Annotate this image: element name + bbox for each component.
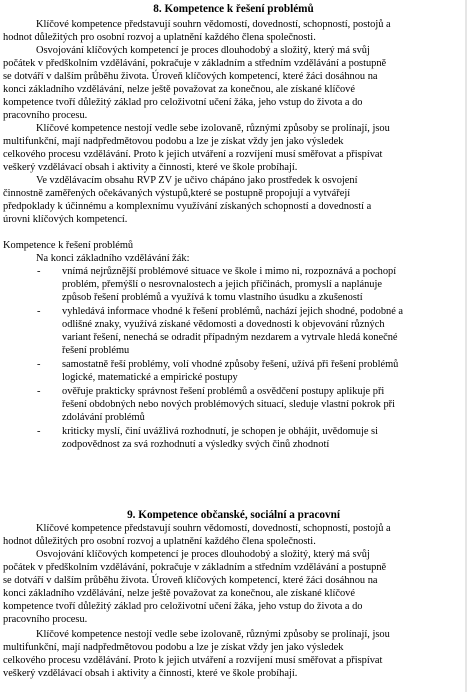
- paragraph-line: úrovni klíčových kompetencí.: [3, 214, 128, 225]
- paragraph-line: veškerý vzdělávací obsah i aktivity a činnosti, které ve škole probíhají.: [3, 162, 298, 173]
- paragraph-line: Klíčové kompetence představují souhrn vědomostí, dovedností, schopností, postojů a: [36, 523, 391, 534]
- paragraph-line: počátek v předškolním vzdělávání, pokračuje v základním a středním vzdělávání a postupně: [3, 562, 387, 573]
- paragraph-line: multifunkční, mají nadpředmětovou podobu a lze je získat vždy jen jako výsledek: [3, 136, 344, 147]
- bullet-line: řešení obdobných nebo nových problémových situací, sleduje vlastní pokrok při: [62, 399, 396, 410]
- paragraph-line: Klíčové kompetence nestojí vedle sebe izolovaně, různými způsoby se prolínají, jsou: [36, 629, 390, 640]
- paragraph-line: počátek v předškolním vzdělávání, pokračuje v základním a středním vzdělávání a postupně: [3, 58, 387, 69]
- paragraph-line: pracovního procesu.: [3, 614, 88, 625]
- paragraph-line: Osvojování klíčových kompetencí je proces dlouhodobý a složitý, který má svůj: [36, 549, 370, 560]
- paragraph-line: konci základního vzdělávání, nelze ještě považovat za konečnou, ale získané klíčové: [3, 588, 355, 599]
- paragraph-line: veškerý vzdělávací obsah i aktivity a činnosti, které ve škole probíhají.: [3, 668, 298, 679]
- paragraph-line: hodnot důležitých pro osobní rozvoj a uplatnění každého člena společnosti.: [3, 536, 316, 547]
- paragraph-line: Klíčové kompetence nestojí vedle sebe izolovaně, různými způsoby se prolínají, jsou: [36, 123, 390, 134]
- bullet-line: problém, přemýšlí o nesrovnalostech a jejich příčinách, promyslí a naplánuje: [62, 279, 382, 290]
- bullet-line: řešení problému: [62, 345, 130, 356]
- paragraph-line: kompetence tvoří důležitý základ pro celoživotní učení žáka, jeho vstup do života a do: [3, 97, 363, 108]
- paragraph-line: se dotváří v dalším průběhu života. Úroveň klíčových kompetencí, které žáci dosáhnou na: [3, 71, 378, 82]
- paragraph-line: konci základního vzdělávání, nelze ještě považovat za konečnou, ale získané klíčové: [3, 84, 355, 95]
- section-9-heading: 9. Kompetence občanské, sociální a pracovní: [127, 509, 340, 521]
- paragraph-line: multifunkční, mají nadpředmětovou podobu a lze je získat vždy jen jako výsledek: [3, 642, 344, 653]
- bullet-line: ověřuje prakticky správnost řešení problémů a osvědčení postupy aplikuje při: [62, 386, 385, 397]
- section-8-heading: 8. Kompetence k řešení problémů: [153, 3, 314, 15]
- bullet-dash: -: [37, 266, 41, 277]
- bullet-line: variant řešení, nenechá se odradit případným nezdarem a vytrvale hledá konečné: [62, 332, 398, 343]
- bullet-line: logické, matematické a empirické postupy: [62, 372, 238, 383]
- bullet-line: vyhledává informace vhodné k řešení problémů, nachází jejich shodné, podobné a: [62, 306, 404, 317]
- paragraph-line: celkového procesu vzdělávání. Proto k jejich utváření a rozvíjení musí směřovat a přispívat: [3, 655, 383, 666]
- bullet-line: zodpovědnost za svá rozhodnutí a výsledky svých činů zhodnotí: [62, 439, 330, 450]
- paragraph-line: hodnot důležitých pro osobní rozvoj a uplatnění každého člena společnosti.: [3, 32, 316, 43]
- subsection-intro: Na konci základního vzdělávání žák:: [36, 253, 190, 264]
- paragraph-line: kompetence tvoří důležitý základ pro celoživotní učení žáka, jeho vstup do života a do: [3, 601, 363, 612]
- paragraph-line: pracovního procesu.: [3, 110, 88, 121]
- paragraph-line: předpoklady k účinnému a komplexnímu využívání získaných schopností a dovedností a: [3, 201, 372, 212]
- bullet-line: vnímá nejrůznější problémové situace ve škole i mimo ni, rozpoznává a pochopí: [62, 266, 397, 277]
- bullet-line: způsob řešení problémů a využívá k tomu vlastního úsudku a zkušeností: [62, 292, 363, 303]
- paragraph-line: činnostně zaměřených očekávaných výstupů,které se postupně propojují a vytvářejí: [3, 188, 351, 199]
- paragraph-line: Ve vzdělávacím obsahu RVP ZV je učivo chápáno jako prostředek k osvojení: [36, 175, 358, 186]
- bullet-line: odlišné znaky, využívá získané vědomosti a dovednosti k objevování různých: [62, 319, 385, 330]
- bullet-line: zdolávání problémů: [62, 412, 145, 423]
- paragraph-line: Osvojování klíčových kompetencí je proces dlouhodobý a složitý, který má svůj: [36, 45, 370, 56]
- paragraph-line: Klíčové kompetence představují souhrn vědomostí, dovedností, schopností, postojů a: [36, 19, 391, 30]
- bullet-dash: -: [37, 359, 41, 370]
- subsection-title: Kompetence k řešení problémů: [3, 240, 134, 251]
- bullet-line: kriticky myslí, činí uvážlivá rozhodnutí, je schopen je obhájit, uvědomuje si: [62, 426, 378, 437]
- paragraph-line: se dotváří v dalším průběhu života. Úroveň klíčových kompetencí, které žáci dosáhnou na: [3, 575, 378, 586]
- bullet-dash: -: [37, 386, 41, 397]
- bullet-dash: -: [37, 426, 41, 437]
- bullet-line: samostatně řeší problémy, volí vhodné způsoby řešení, užívá při řešení problémů: [62, 359, 399, 370]
- paragraph-line: celkového procesu vzdělávání. Proto k jejich utváření a rozvíjení musí směřovat a přispívat: [3, 149, 383, 160]
- bullet-dash: -: [37, 306, 41, 317]
